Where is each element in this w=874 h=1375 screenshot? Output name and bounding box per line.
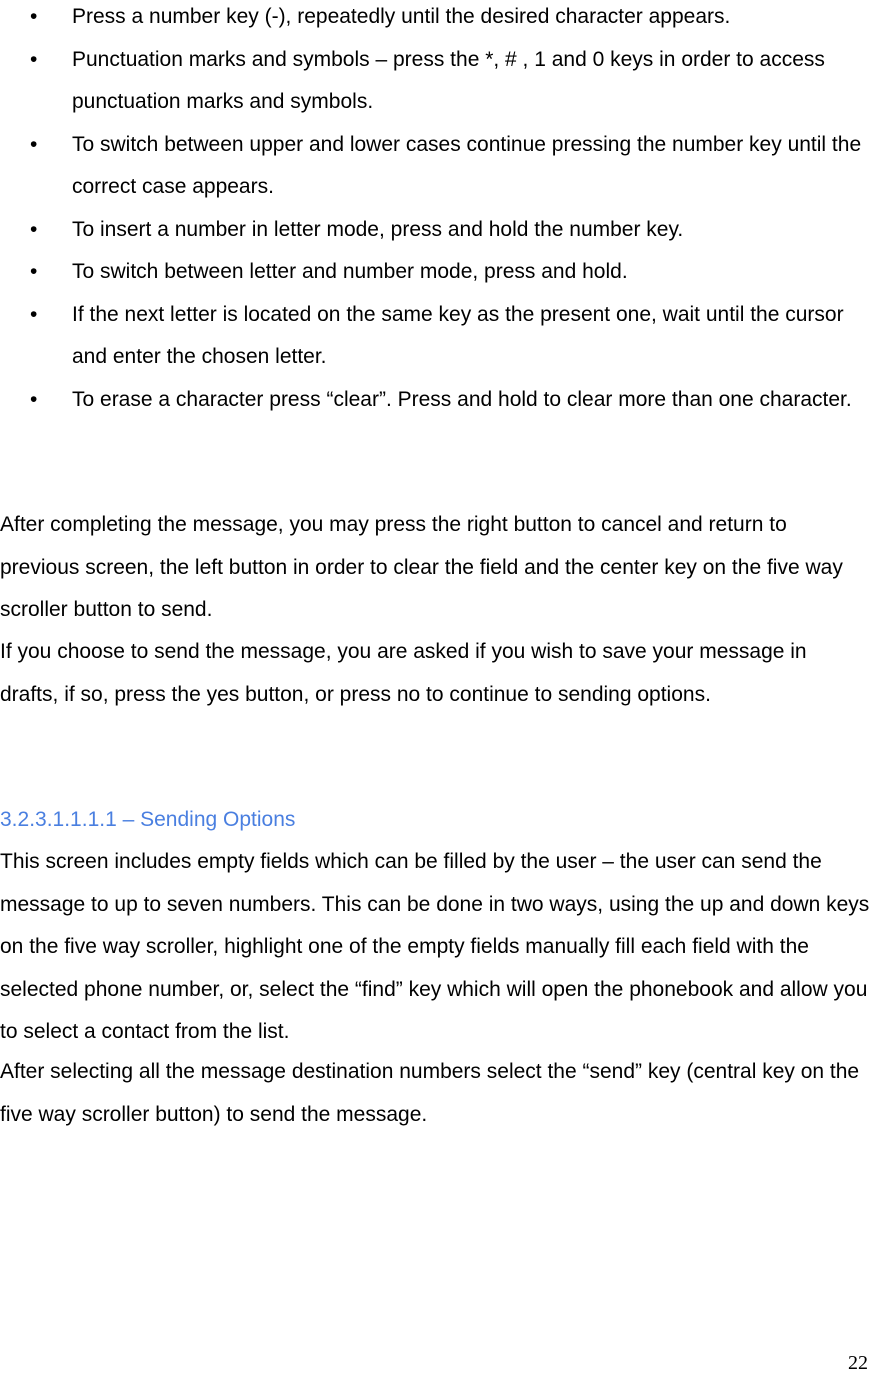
paragraph-after-completing: After completing the message, you may press the right button to cancel and return to previous screen, the left button in order to clear the field and the center key on the five way scroller button to send. [0,513,843,621]
bullet-text: To switch between upper and lower cases continue pressing the number key until the correct case appears. [72,132,862,198]
bullet-item-7 [0,379,874,422]
bullet-text: To erase a character press “clear”. Press and hold to clear more than one character. [72,387,852,411]
bullet-item-6 [0,294,874,379]
bullet-glyph: • [30,47,38,71]
section-heading: 3.2.3.1.1.1.1 – Sending Options [0,808,296,831]
bullet-glyph: • [30,5,38,28]
bullet-text: To insert a number in letter mode, press and hold the number key. [72,217,684,241]
bullet-item-2 [0,39,874,124]
bullet-text: Press a number key (-), repeatedly until the desired character appears. [72,5,731,28]
section-body: This screen includes empty fields which can be filled by the user – the user can send the message to up to seven numbers. This can be done in two ways, using the up and down keys on the five way scroller, highlight one of the empty fields manually fill each field with the selected phone number, or, select the “find” key which will open the phonebook and allow you to select a contact from the list. [0,850,870,1043]
instruction-bullet-list [0,0,874,421]
bullet-glyph: • [30,260,38,283]
bullet-text: To switch between letter and number mode, press and hold. [72,260,628,283]
bullet-glyph: • [30,217,38,241]
bullet-item-4 [0,209,874,252]
bullet-glyph: • [30,132,38,156]
bullet-glyph: • [30,302,38,326]
section-body-2: After selecting all the message destination numbers select the “send” key (central key on the five way scroller button) to send the message. [0,1060,860,1126]
page-number: 22 [848,1352,868,1374]
bullet-text: Punctuation marks and symbols – press the *, # , 1 and 0 keys in order to access punctuation marks and symbols. [72,47,825,113]
bullet-item-1 [0,0,874,39]
bullet-item-5 [0,251,874,294]
bullet-glyph: • [30,387,38,411]
bullet-item-3 [0,124,874,209]
bullet-text: If the next letter is located on the same key as the present one, wait until the cursor and enter the chosen letter. [72,302,844,368]
paragraph-if-send: If you choose to send the message, you are asked if you wish to save your message in drafts, if so, press the yes button, or press no to continue to sending options. [0,640,807,706]
